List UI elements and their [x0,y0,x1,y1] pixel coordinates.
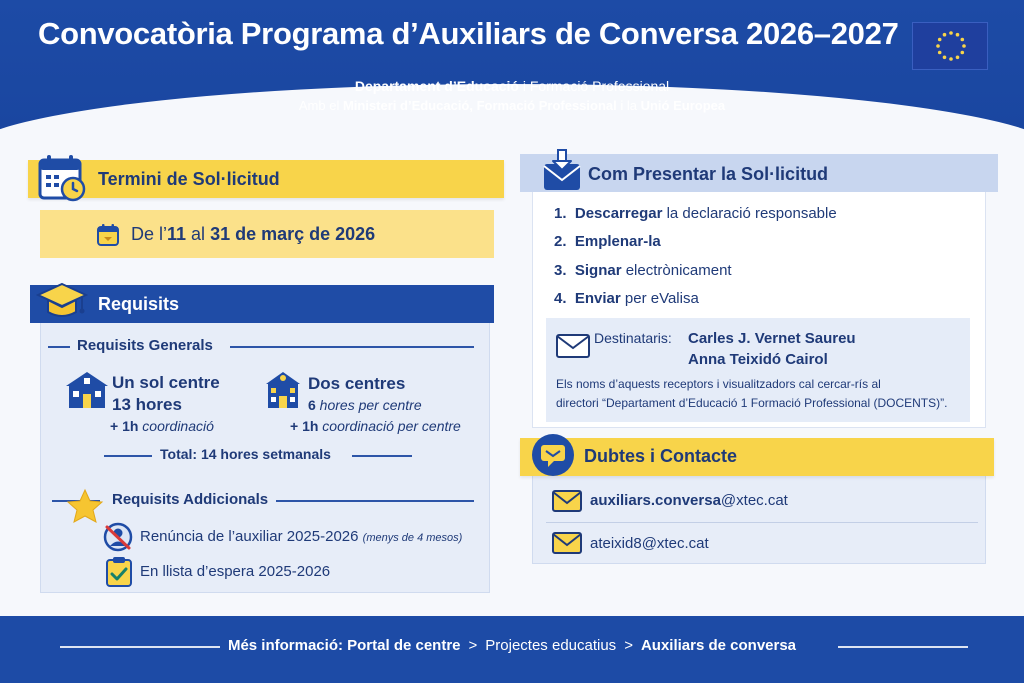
school-icon [64,370,110,410]
date-end: 31 de març de 2026 [210,224,376,244]
recipients-note-line-1: Els noms d’aquests receptors i visualitzadors cal cercar-rís al [556,377,881,391]
step-2 [554,233,661,250]
general-requirements-title: Requisits Generals [77,337,213,354]
how-to-apply-title: Com Presentar la Sol·licitud [588,164,829,184]
star-icon [66,488,104,524]
step-2-num: 2. [554,233,567,250]
chat-bubble-icon [530,432,576,478]
ministry-name: Ministeri d’Educació, Formació Professional [342,98,617,113]
step-3 [554,262,732,279]
eu-flag-icon [912,22,988,70]
contact-title: Dubtes i Contacte [584,446,738,466]
step-1-detail: la declaració responsable [662,205,837,222]
two-centres-coordination [290,418,461,434]
deadline-dates [131,224,375,245]
general-rule-right [230,346,474,348]
recipients-note-line-2: directori “Departament d’Educació 1 Formació Professional (DOCENTS)”. [556,396,948,410]
email-icon [552,490,582,512]
total-hours: Total: 14 hores setmanals [160,446,331,462]
step-4-action: Enviar [574,290,621,307]
department-rest: i Formació Professional [518,78,670,94]
additional-item-renounce [140,528,462,545]
two-centres-title: Dos centres [308,374,406,393]
step-3-num: 3. [554,262,567,279]
step-3-detail: electrònicament [621,262,732,279]
footer-projects-link[interactable]: Projectes educatius [485,637,617,654]
eu-name: Unió Europea [640,98,726,113]
footer-separator: > [468,637,478,654]
renounce-text: Renúncia de l’auxiliar 2025-2026 [140,528,359,545]
two-centres-coord-label: coordinació per centre [318,418,461,434]
deadline-title: Termini de Sol·licitud [98,169,280,189]
recipient-2: Anna Teixidó Cairol [688,351,828,368]
step-2-action: Emplenar-la [574,233,661,250]
contact-email-1-user: auxiliars.conversa [590,492,721,509]
footer-breadcrumb [0,637,1024,654]
general-rule-left [48,346,70,348]
one-centre-coord-label: coordinació [138,418,214,434]
clipboard-check-icon [104,555,134,587]
additional-rule-right [276,500,474,502]
renounce-note: (menys de 4 mesos) [362,532,463,544]
department-name: Departament d’Educació [354,78,519,94]
step-4-detail: per eValisa [620,290,699,307]
contact-email-1-domain: @xtec.cat [720,492,788,509]
additional-requirements-title: Requisits Addicionals [112,491,269,508]
date-prefix: De l’ [131,224,168,244]
partners-prefix: Amb el [298,98,343,113]
contact-email-2-domain: ateixid8@xtec.cat [590,535,709,552]
two-centres-hours-label: hores per centre [315,397,422,413]
step-1 [554,205,837,222]
calendar-clock-icon [36,152,88,204]
step-1-action: Descarregar [574,205,663,222]
department-line [0,78,1024,94]
contact-email-1[interactable] [590,492,788,509]
calendar-icon [96,223,120,247]
one-centre-coord-hours: + 1h [110,418,139,434]
renounce-icon [102,521,134,553]
footer-auxiliars-link[interactable]: Auxiliars de conversa [640,637,797,654]
total-rule-right [352,455,412,457]
graduation-cap-icon [36,278,88,324]
one-centre-title: Un sol centre [112,373,220,392]
footer-separator: > [624,637,633,654]
step-3-action: Signar [574,262,622,279]
page-title: Convocatòria Programa d’Auxiliars de Conversa 2026–2027 [38,16,899,51]
requirements-title: Requisits [98,294,180,314]
two-centres-hours-num: 6 [308,397,316,413]
step-1-num: 1. [554,205,567,222]
step-4-num: 4. [554,290,567,307]
contact-divider [546,522,978,523]
two-schools-icon [262,370,304,410]
date-mid: al [186,224,211,244]
recipients-label: Destinataris: [594,330,672,346]
additional-item-waitlist: En llista d’espera 2025-2026 [140,563,331,580]
partners-line [0,98,1024,113]
partners-and: i la [616,98,641,113]
date-start: 11 [167,224,187,244]
total-rule-left [104,455,152,457]
one-centre-hours: 13 hores [112,395,182,414]
contact-email-2[interactable] [590,535,709,552]
footer-portal-link[interactable]: Més informació: Portal de centre [227,637,461,654]
step-4 [554,290,699,307]
envelope-icon [556,334,590,358]
email-icon [552,532,582,554]
inbox-download-icon [540,148,584,194]
one-centre-coordination [110,418,214,434]
recipient-1: Carles J. Vernet Saureu [688,330,856,347]
two-centres-coord-hours: + 1h [290,418,319,434]
two-centres-hours [308,397,422,413]
